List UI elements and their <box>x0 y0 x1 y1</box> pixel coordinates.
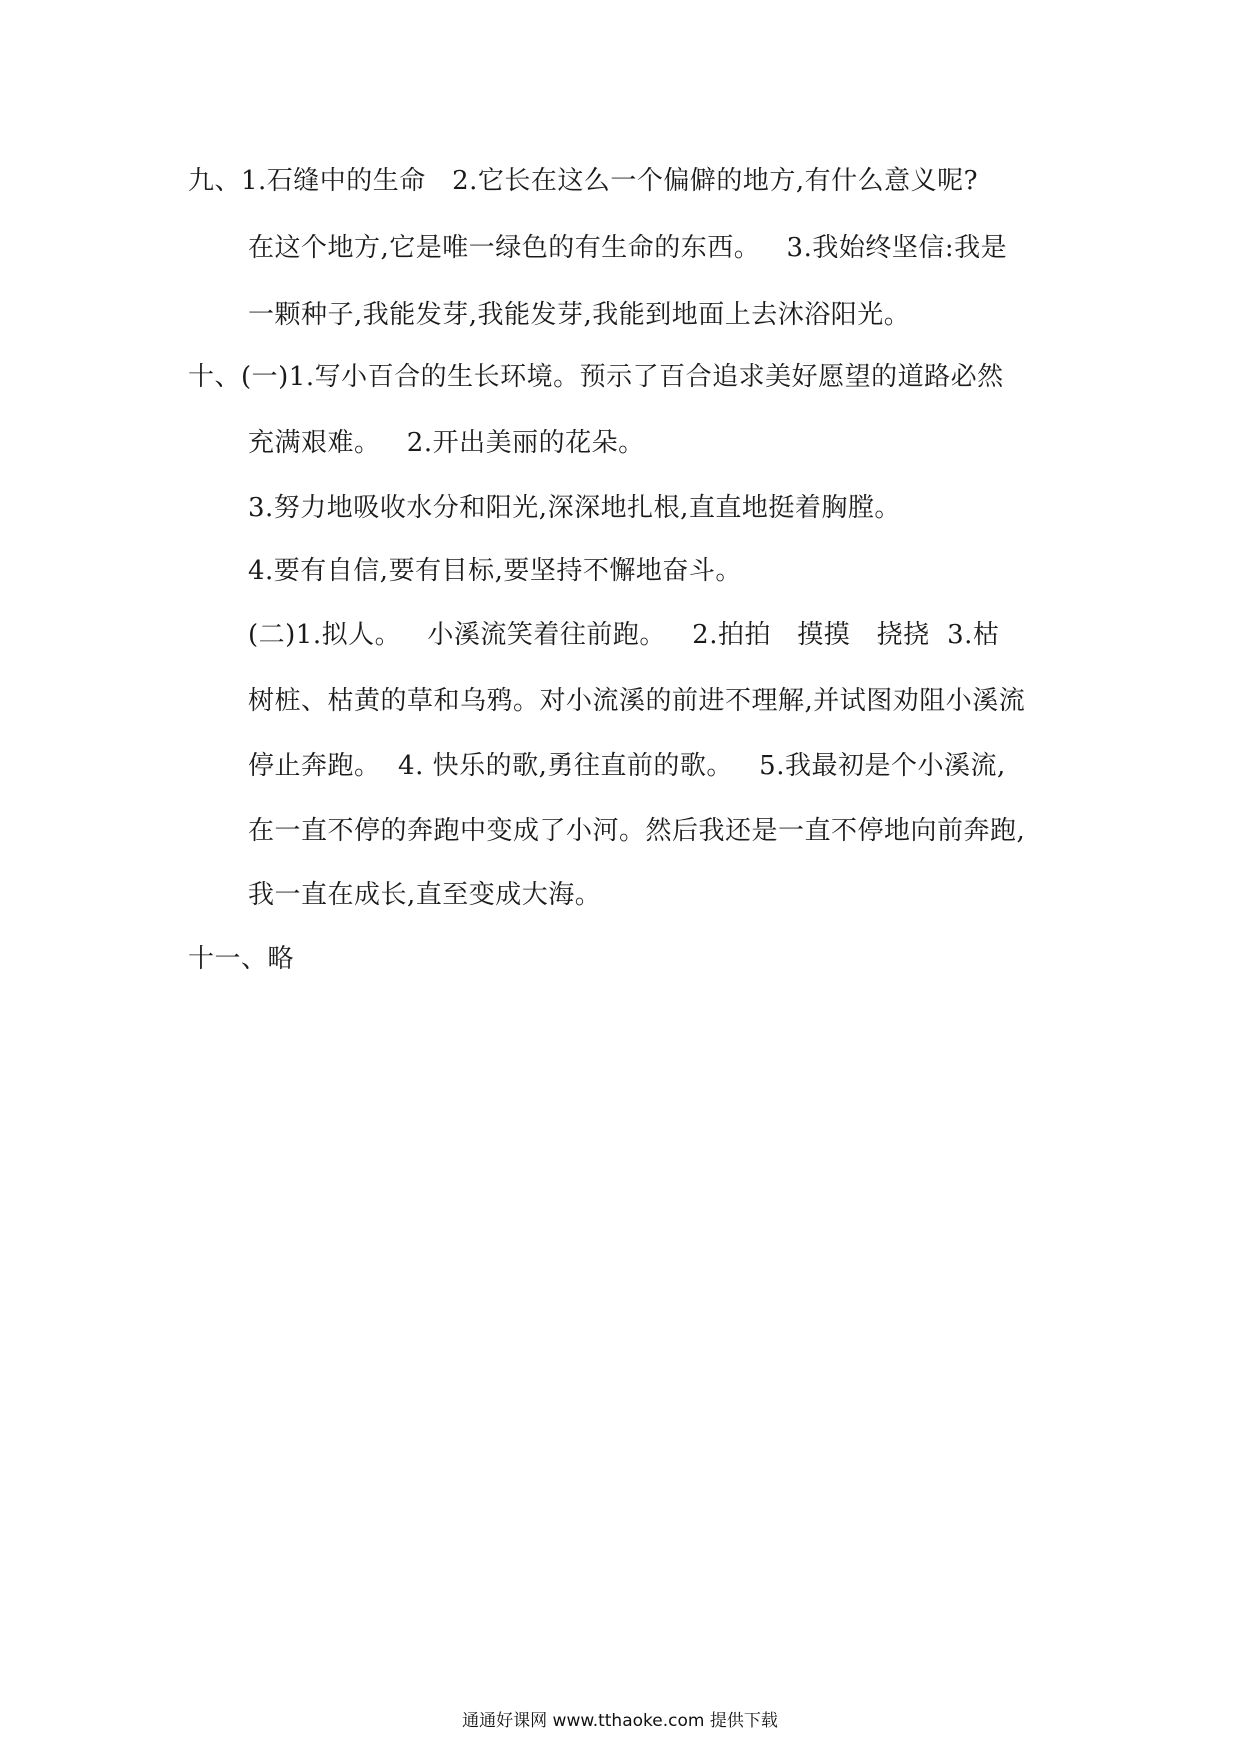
answer-line: 一颗种子,我能发芽,我能发芽,我能到地面上去沐浴阳光。 <box>248 300 911 330</box>
answer-line: 我一直在成长,直至变成大海。 <box>248 880 602 910</box>
footer-credit: 通通好课网 www.tthaoke.com 提供下载 <box>462 1711 778 1731</box>
answer-line: 九、1.石缝中的生命 2.它长在这么一个偏僻的地方,有什么意义呢? <box>188 166 979 196</box>
answer-line: 在这个地方,它是唯一绿色的有生命的东西。 3.我始终坚信:我是 <box>248 233 1008 263</box>
answer-line: 在一直不停的奔跑中变成了小河。然后我还是一直不停地向前奔跑, <box>248 816 1026 846</box>
answer-line: 十一、略 <box>188 944 295 974</box>
answer-line: 3.努力地吸收水分和阳光,深深地扎根,直直地挺着胸膛。 <box>248 493 901 523</box>
answer-line: 充满艰难。 2.开出美丽的花朵。 <box>248 428 645 458</box>
answer-line: 停止奔跑。 4. 快乐的歌,勇往直前的歌。 5.我最初是个小溪流, <box>248 751 1006 781</box>
answer-line: 十、(一)1.写小百合的生长环境。预示了百合追求美好愿望的道路必然 <box>188 362 1004 392</box>
answer-line: 4.要有自信,要有目标,要坚持不懈地奋斗。 <box>248 556 742 586</box>
answer-line: (二)1.拟人。 小溪流笑着往前跑。 2.拍拍 摸摸 挠挠 3.枯 <box>248 620 1000 650</box>
answer-line: 树桩、枯黄的草和乌鸦。对小流溪的前进不理解,并试图劝阻小溪流 <box>248 686 1026 716</box>
